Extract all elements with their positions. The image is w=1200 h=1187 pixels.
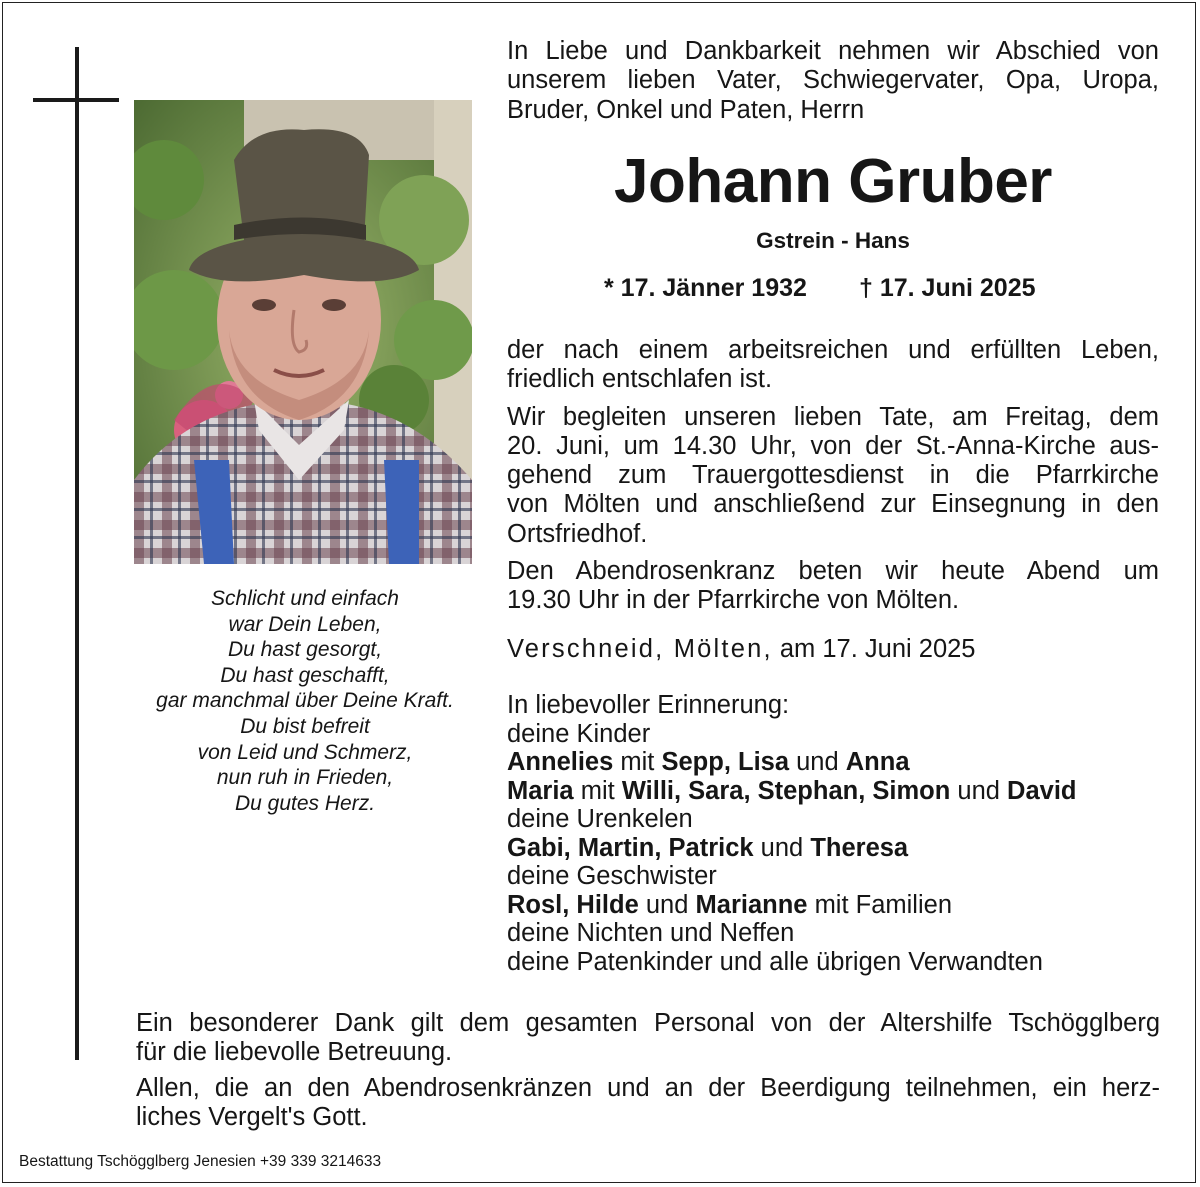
intro-line: unserem lieben Vater, Schwiegervater, Opa, Uropa, [507, 66, 1159, 95]
poem-line: Du hast gesorgt, [227, 638, 383, 662]
siblings-line: Rosl, Hilde und Marianne mit Familien [507, 890, 952, 919]
poem-line: war Dein Leben, [228, 612, 382, 636]
body-line: der nach einem arbeitsreichen und erfüllten Leben, [507, 336, 1159, 364]
deceased-nickname: Gstrein - Hans [756, 228, 910, 253]
nieces-label: deine Nichten und Neffen [507, 919, 795, 947]
place-name: Verschneid, Mölten, [507, 635, 773, 663]
children-line: Annelies mit Sepp, Lisa und Anna [507, 748, 910, 776]
poem-line: gar manchmal über Deine Kraft. [156, 689, 454, 713]
cross-icon-horizontal [33, 98, 119, 102]
deceased-name: Johann Gruber [614, 147, 1052, 216]
intro-line: In Liebe und Dankbarkeit nehmen wir Abschied von [507, 37, 1159, 65]
thanks-line: liches Vergelt's Gott. [136, 1102, 368, 1131]
body-line: Wir begleiten unseren lieben Tate, am Freitag, dem [507, 402, 1159, 431]
death-date: † 17. Juni 2025 [859, 274, 1036, 302]
portrait-photo [134, 100, 472, 564]
great-grandchildren-label: deine Urenkelen [507, 805, 693, 833]
intro-line: Bruder, Onkel und Paten, Herrn [507, 95, 865, 124]
poem-line: nun ruh in Frieden, [216, 766, 394, 790]
place-and-date [507, 634, 976, 664]
poem-line: von Leid und Schmerz, [197, 740, 413, 764]
great-grandchildren-line: Gabi, Martin, Patrick und Theresa [507, 833, 909, 862]
body-line: friedlich entschlafen ist. [507, 365, 773, 394]
intro-text [507, 37, 1159, 125]
children-label: deine Kinder [507, 719, 651, 748]
cross-icon-vertical [75, 47, 79, 1060]
siblings-label: deine Geschwister [507, 862, 717, 890]
body-line: von Mölten und anschließend zur Einsegnung in den [507, 490, 1159, 519]
body-line: gehend zum Trauergottesdienst in die Pfarrkirche [507, 461, 1159, 490]
body-line: 19.30 Uhr in der Pfarrkirche von Mölten. [507, 586, 960, 615]
thanks-line: Allen, die an den Abendrosenkränzen und an der Beerdigung teilnehmen, ein herz- [136, 1073, 1160, 1102]
family-intro: In liebevoller Erinnerung: [507, 691, 790, 719]
body-line: Den Abendrosenkranz beten wir heute Abend um [507, 557, 1159, 586]
thanks-line: für die liebevolle Betreuung. [136, 1038, 453, 1067]
children-line: Maria mit Willi, Sara, Stephan, Simon und David [507, 776, 1077, 805]
poem-line: Du gutes Herz. [234, 791, 376, 815]
funeral-home-footer: Bestattung Tschögglberg Jenesien +39 339 3214633 [19, 1153, 382, 1170]
notice-date: am 17. Juni 2025 [779, 635, 976, 663]
funeral-details [507, 336, 1159, 616]
thanks-line: Ein besonderer Dank gilt dem gesamten Personal von der Altershilfe Tschögglberg [136, 1009, 1160, 1037]
poem-line: Du bist befreit [240, 714, 370, 738]
memorial-poem [130, 586, 480, 816]
poem-line: Schlicht und einfach [211, 587, 399, 610]
family-list [507, 691, 1159, 976]
thanks-text [136, 1009, 1160, 1132]
body-line: Ortsfriedhof. [507, 519, 648, 548]
godchildren-label: deine Patenkinder und alle übrigen Verwandten [507, 947, 1043, 976]
poem-line: Du hast geschafft, [220, 663, 390, 687]
body-line: 20. Juni, um 14.30 Uhr, von der St.-Anna-Kirche aus- [507, 431, 1159, 460]
birth-date: * 17. Jänner 1932 [604, 274, 807, 302]
